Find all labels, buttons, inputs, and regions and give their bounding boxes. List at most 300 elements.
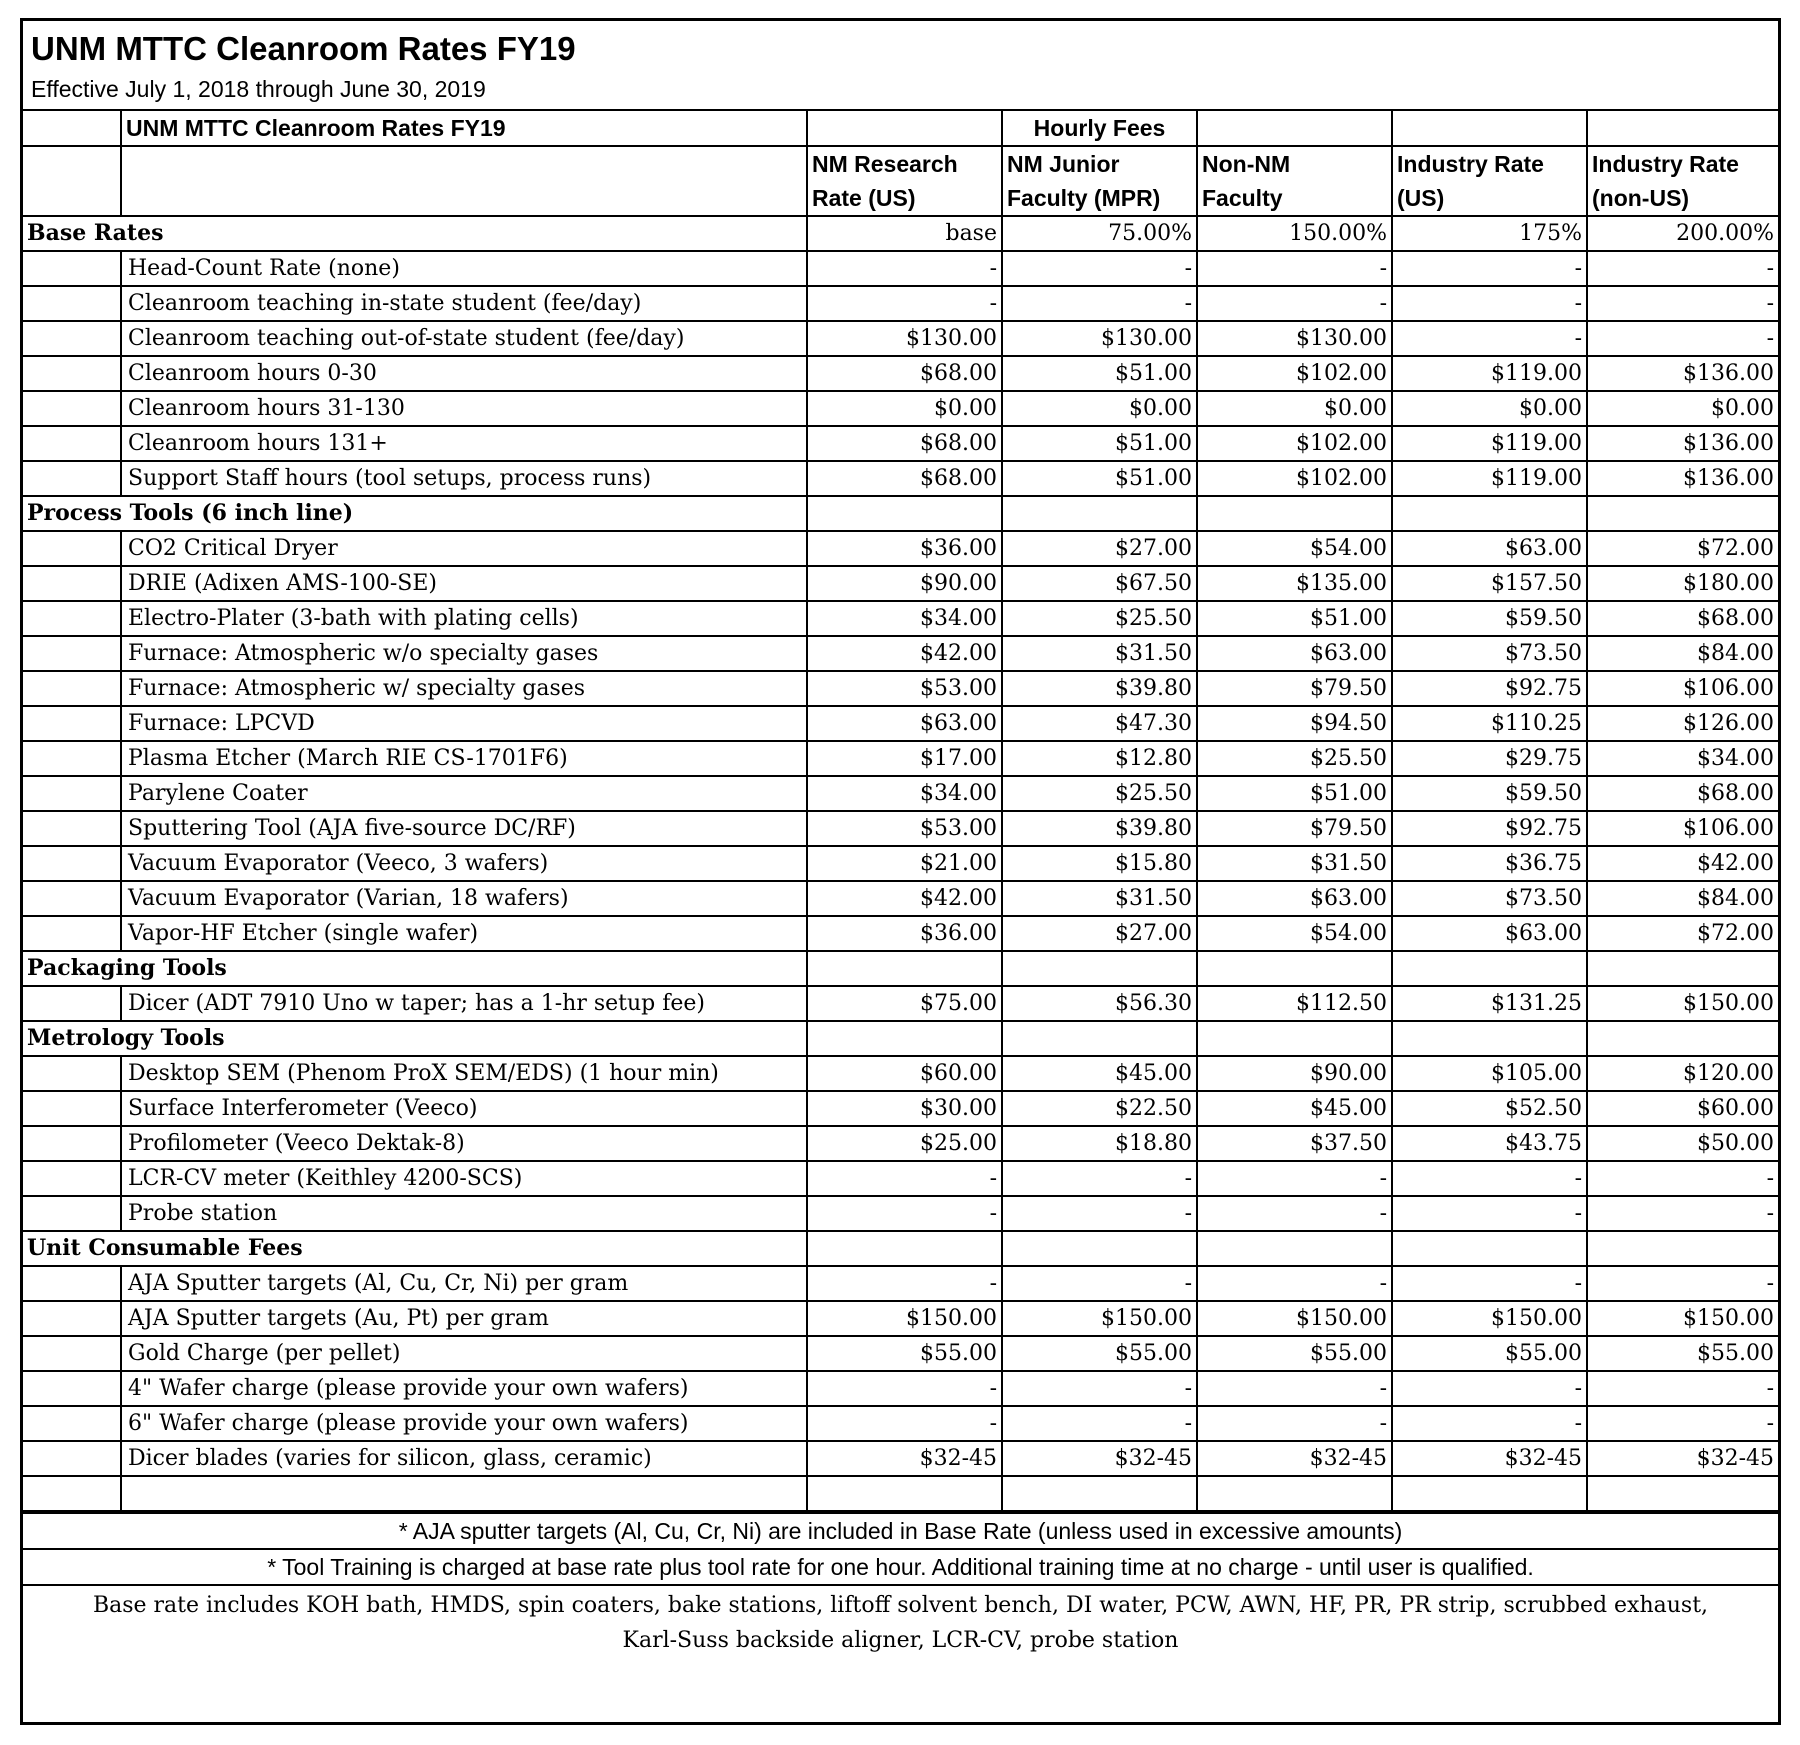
rate-cell: $15.80 [1002, 846, 1197, 881]
item-label: 4" Wafer charge (please provide your own wafers) [121, 1371, 807, 1406]
rate-cell: $150.00 [807, 1301, 1002, 1336]
header-blank-cell [807, 111, 1002, 146]
item-label: Vapor-HF Etcher (single wafer) [121, 916, 807, 951]
indent-cell [23, 1406, 121, 1441]
indent-cell [23, 636, 121, 671]
rate-cell: $130.00 [807, 321, 1002, 356]
section-value-cell: 175% [1392, 216, 1587, 251]
column-header [1392, 146, 1587, 216]
indent-cell [23, 1371, 121, 1406]
item-label: Cleanroom hours 31-130 [121, 391, 807, 426]
indent-cell [23, 741, 121, 776]
item-label: Sputtering Tool (AJA five-source DC/RF) [121, 811, 807, 846]
rate-cell: $34.00 [1587, 741, 1778, 776]
table-row [23, 1301, 1778, 1336]
rate-cell: $68.00 [807, 461, 1002, 496]
rate-cell: - [1587, 1371, 1778, 1406]
rate-cell: $102.00 [1197, 356, 1392, 391]
rate-cell: $51.00 [1002, 461, 1197, 496]
item-label: 6" Wafer charge (please provide your own wafers) [121, 1406, 807, 1441]
column-header [1002, 146, 1197, 216]
rate-cell: $150.00 [1587, 1301, 1778, 1336]
rate-cell: - [1002, 1266, 1197, 1301]
rate-cell: - [1197, 1266, 1392, 1301]
rate-cell: $51.00 [1002, 426, 1197, 461]
footnote: Base rate includes KOH bath, HMDS, spin coaters, bake stations, liftoff solvent bench, DI water, PCW, AWN, HF, PR, PR strip, scrubbed exhaust, Karl-Suss backside aligner, LCR-CV, probe station [23, 1584, 1778, 1658]
item-label: Profilometer (Veeco Dektak-8) [121, 1126, 807, 1161]
item-label: Dicer blades (varies for silicon, glass, ceramic) [121, 1441, 807, 1476]
rate-cell: $68.00 [807, 426, 1002, 461]
section-value-cell [1197, 951, 1392, 986]
rate-cell: $32-45 [1002, 1441, 1197, 1476]
item-label: Cleanroom teaching in-state student (fee/day) [121, 286, 807, 321]
rate-cell: $68.00 [1587, 776, 1778, 811]
table-row [23, 1406, 1778, 1441]
footnote: * AJA sputter targets (Al, Cu, Cr, Ni) are included in Base Rate (unless used in excessive amounts) [23, 1512, 1778, 1548]
rate-cell: $31.50 [1002, 881, 1197, 916]
indent-cell [23, 1161, 121, 1196]
rate-cell: $31.50 [1197, 846, 1392, 881]
indent-cell [23, 1091, 121, 1126]
rate-cell: $25.50 [1002, 601, 1197, 636]
indent-cell [23, 321, 121, 356]
rate-cell: $32-45 [1392, 1441, 1587, 1476]
indent-cell [23, 1441, 121, 1476]
table-row [23, 251, 1778, 286]
item-label: LCR-CV meter (Keithley 4200-SCS) [121, 1161, 807, 1196]
rate-cell: - [1392, 251, 1587, 286]
table-title-cell: UNM MTTC Cleanroom Rates FY19 [121, 111, 807, 146]
rate-cell: $0.00 [1392, 391, 1587, 426]
item-label: Dicer (ADT 7910 Uno w taper; has a 1-hr setup fee) [121, 986, 807, 1021]
indent-cell [23, 531, 121, 566]
section-value-cell [1002, 1021, 1197, 1056]
indent-cell [23, 251, 121, 286]
column-header-line: (US) [1397, 185, 1445, 211]
item-label: Surface Interferometer (Veeco) [121, 1091, 807, 1126]
rate-cell: $47.30 [1002, 706, 1197, 741]
column-header-line: Non-NM [1202, 151, 1291, 177]
header-blank-cell [23, 146, 121, 216]
rate-cell: - [1587, 1406, 1778, 1441]
item-label: Gold Charge (per pellet) [121, 1336, 807, 1371]
rates-body [23, 111, 1778, 1511]
section-value-cell [1197, 1231, 1392, 1266]
rate-cell: $22.50 [1002, 1091, 1197, 1126]
blank-cell [23, 1476, 121, 1511]
rate-cell: $68.00 [1587, 601, 1778, 636]
rate-cell: $67.50 [1002, 566, 1197, 601]
table-row [23, 1161, 1778, 1196]
column-header-line: NM Junior [1007, 151, 1120, 177]
item-label: Support Staff hours (tool setups, process runs) [121, 461, 807, 496]
indent-cell [23, 1336, 121, 1371]
rate-cell: $42.00 [1587, 846, 1778, 881]
rate-cell: - [807, 251, 1002, 286]
rate-cell: - [1002, 1371, 1197, 1406]
rate-cell: - [1392, 1161, 1587, 1196]
header-row-1 [23, 111, 1778, 146]
rate-cell: $21.00 [807, 846, 1002, 881]
rate-cell: $55.00 [1197, 1336, 1392, 1371]
rate-cell: - [1002, 1196, 1197, 1231]
rate-cell: $68.00 [807, 356, 1002, 391]
column-header-line: Industry Rate [1592, 151, 1739, 177]
rate-cell: $119.00 [1392, 426, 1587, 461]
rate-cell: $51.00 [1197, 601, 1392, 636]
rate-cell: $136.00 [1587, 461, 1778, 496]
rate-cell: $90.00 [807, 566, 1002, 601]
rate-cell: $102.00 [1197, 461, 1392, 496]
rate-cell: $25.50 [1002, 776, 1197, 811]
section-label: Packaging Tools [23, 951, 807, 986]
header-blank-cell [121, 146, 807, 216]
item-label: AJA Sputter targets (Au, Pt) per gram [121, 1301, 807, 1336]
column-header [1197, 146, 1392, 216]
rate-cell: $84.00 [1587, 881, 1778, 916]
item-label: Plasma Etcher (March RIE CS-1701F6) [121, 741, 807, 776]
rate-cell: - [807, 1406, 1002, 1441]
section-value-cell [1002, 1231, 1197, 1266]
item-label: Parylene Coater [121, 776, 807, 811]
item-label: Furnace: LPCVD [121, 706, 807, 741]
rate-cell: $50.00 [1587, 1126, 1778, 1161]
rate-cell: $51.00 [1197, 776, 1392, 811]
rate-cell: $63.00 [1392, 916, 1587, 951]
rate-cell: $55.00 [1392, 1336, 1587, 1371]
rate-cell: $110.25 [1392, 706, 1587, 741]
rate-cell: $150.00 [1197, 1301, 1392, 1336]
table-row [23, 636, 1778, 671]
rate-cell: $59.50 [1392, 601, 1587, 636]
rate-cell: $150.00 [1002, 1301, 1197, 1336]
indent-cell [23, 846, 121, 881]
rate-cell: - [1392, 286, 1587, 321]
section-row [23, 216, 1778, 251]
item-label: Cleanroom teaching out-of-state student (fee/day) [121, 321, 807, 356]
rate-cell: $63.00 [1392, 531, 1587, 566]
rate-cell: - [1002, 1161, 1197, 1196]
header-blank-cell [1587, 111, 1778, 146]
section-value-cell: 200.00% [1587, 216, 1778, 251]
blank-row [23, 1476, 1778, 1511]
table-row [23, 531, 1778, 566]
section-value-cell [1587, 951, 1778, 986]
item-label: Vacuum Evaporator (Veeco, 3 wafers) [121, 846, 807, 881]
rate-cell: $92.75 [1392, 671, 1587, 706]
rate-cell: - [1002, 1406, 1197, 1441]
rate-cell: - [1587, 1196, 1778, 1231]
rate-cell: - [1587, 1266, 1778, 1301]
indent-cell [23, 1301, 121, 1336]
table-row [23, 566, 1778, 601]
rate-cell: - [1587, 321, 1778, 356]
rate-cell: $73.50 [1392, 881, 1587, 916]
rate-cell: $130.00 [1197, 321, 1392, 356]
rate-cell: $120.00 [1587, 1056, 1778, 1091]
rate-cell: - [807, 1161, 1002, 1196]
blank-cell [1197, 1476, 1392, 1511]
section-value-cell [1002, 496, 1197, 531]
rate-cell: $54.00 [1197, 916, 1392, 951]
column-header-line: NM Research [812, 151, 958, 177]
table-row [23, 846, 1778, 881]
section-value-cell [807, 1021, 1002, 1056]
rate-cell: $106.00 [1587, 811, 1778, 846]
section-label: Metrology Tools [23, 1021, 807, 1056]
section-row [23, 496, 1778, 531]
column-header-line: Faculty (MPR) [1007, 185, 1161, 211]
rate-cell: $135.00 [1197, 566, 1392, 601]
section-value-cell: 150.00% [1197, 216, 1392, 251]
section-value-cell [807, 496, 1002, 531]
rate-cell: $79.50 [1197, 811, 1392, 846]
section-value-cell [1587, 1231, 1778, 1266]
indent-cell [23, 391, 121, 426]
rate-cell: $63.00 [807, 706, 1002, 741]
item-label: CO2 Critical Dryer [121, 531, 807, 566]
rate-cell: - [1392, 1266, 1587, 1301]
header-row-2 [23, 146, 1778, 216]
table-row [23, 391, 1778, 426]
header-blank-cell [23, 111, 121, 146]
rate-cell: $73.50 [1392, 636, 1587, 671]
rate-cell: $136.00 [1587, 426, 1778, 461]
indent-cell [23, 776, 121, 811]
rate-cell: $119.00 [1392, 356, 1587, 391]
rate-cell: $130.00 [1002, 321, 1197, 356]
item-label: DRIE (Adixen AMS-100-SE) [121, 566, 807, 601]
column-header-line: Industry Rate [1397, 151, 1544, 177]
rate-cell: $52.50 [1392, 1091, 1587, 1126]
table-row [23, 916, 1778, 951]
blank-cell [1587, 1476, 1778, 1511]
rate-cell: $42.00 [807, 881, 1002, 916]
column-header [1587, 146, 1778, 216]
indent-cell [23, 916, 121, 951]
blank-cell [1002, 1476, 1197, 1511]
rate-cell: $105.00 [1392, 1056, 1587, 1091]
rate-cell: - [1197, 1371, 1392, 1406]
rate-cell: $30.00 [807, 1091, 1002, 1126]
indent-cell [23, 1056, 121, 1091]
table-row [23, 1056, 1778, 1091]
table-row [23, 811, 1778, 846]
rate-cell: $53.00 [807, 811, 1002, 846]
item-label: Desktop SEM (Phenom ProX SEM/EDS) (1 hour min) [121, 1056, 807, 1091]
rate-cell: - [1392, 321, 1587, 356]
rate-cell: - [1197, 1196, 1392, 1231]
blank-cell [121, 1476, 807, 1511]
group-label-cell: Hourly Fees [1002, 111, 1197, 146]
table-row [23, 426, 1778, 461]
rate-cell: $56.30 [1002, 986, 1197, 1021]
item-label: Vacuum Evaporator (Varian, 18 wafers) [121, 881, 807, 916]
section-value-cell [1392, 496, 1587, 531]
rate-cell: - [1002, 286, 1197, 321]
footnotes [23, 1512, 1778, 1658]
rate-cell: - [1197, 286, 1392, 321]
item-label: Probe station [121, 1196, 807, 1231]
table-row [23, 356, 1778, 391]
rate-cell: $18.80 [1002, 1126, 1197, 1161]
table-row [23, 671, 1778, 706]
rate-cell: $136.00 [1587, 356, 1778, 391]
rate-cell: $0.00 [1002, 391, 1197, 426]
rate-cell: - [1392, 1371, 1587, 1406]
rate-cell: $55.00 [1587, 1336, 1778, 1371]
rate-cell: $180.00 [1587, 566, 1778, 601]
rate-cell: - [1587, 251, 1778, 286]
table-row [23, 321, 1778, 356]
rate-cell: $34.00 [807, 776, 1002, 811]
table-row [23, 986, 1778, 1021]
rate-cell: - [1587, 1161, 1778, 1196]
rate-cell: $54.00 [1197, 531, 1392, 566]
rate-cell: $31.50 [1002, 636, 1197, 671]
header-blank-cell [1197, 111, 1392, 146]
rate-cell: $150.00 [1587, 986, 1778, 1021]
sheet-subtitle: Effective July 1, 2018 through June 30, 2019 [23, 71, 1778, 111]
section-row [23, 1021, 1778, 1056]
table-row [23, 776, 1778, 811]
indent-cell [23, 356, 121, 391]
section-value-cell [807, 951, 1002, 986]
rate-cell: $12.80 [1002, 741, 1197, 776]
section-value-cell [1587, 496, 1778, 531]
rate-cell: $112.50 [1197, 986, 1392, 1021]
rate-cell: $25.50 [1197, 741, 1392, 776]
blank-cell [807, 1476, 1002, 1511]
sheet-title: UNM MTTC Cleanroom Rates FY19 [31, 30, 576, 67]
table-row [23, 1266, 1778, 1301]
rate-cell: - [1392, 1406, 1587, 1441]
rate-cell: - [1197, 1161, 1392, 1196]
item-label: Electro-Plater (3-bath with plating cells) [121, 601, 807, 636]
table-row [23, 1336, 1778, 1371]
rate-cell: $0.00 [807, 391, 1002, 426]
indent-cell [23, 671, 121, 706]
rate-cell: - [1197, 251, 1392, 286]
rate-cell: - [807, 1266, 1002, 1301]
rate-cell: $0.00 [1587, 391, 1778, 426]
section-value-cell [1392, 951, 1587, 986]
rate-cell: $34.00 [807, 601, 1002, 636]
rate-cell: $79.50 [1197, 671, 1392, 706]
rate-cell: - [1587, 286, 1778, 321]
rate-cell: $29.75 [1392, 741, 1587, 776]
rate-sheet [20, 18, 1781, 1725]
rate-cell: $27.00 [1002, 531, 1197, 566]
rate-cell: $32-45 [807, 1441, 1002, 1476]
indent-cell [23, 566, 121, 601]
rate-cell: $157.50 [1392, 566, 1587, 601]
section-label: Unit Consumable Fees [23, 1231, 807, 1266]
indent-cell [23, 1196, 121, 1231]
table-row [23, 741, 1778, 776]
rate-cell: $39.80 [1002, 671, 1197, 706]
rates-table [23, 111, 1778, 1512]
rate-cell: $72.00 [1587, 916, 1778, 951]
rate-cell: $32-45 [1587, 1441, 1778, 1476]
table-row [23, 1126, 1778, 1161]
footnote: * Tool Training is charged at base rate plus tool rate for one hour. Additional training time at no charge - until user is qualified. [23, 1548, 1778, 1584]
rate-cell: $126.00 [1587, 706, 1778, 741]
table-row [23, 1091, 1778, 1126]
table-row [23, 461, 1778, 496]
rate-cell: $27.00 [1002, 916, 1197, 951]
section-value-cell [1197, 496, 1392, 531]
rate-cell: $45.00 [1002, 1056, 1197, 1091]
rate-cell: $39.80 [1002, 811, 1197, 846]
table-row [23, 706, 1778, 741]
rate-cell: $45.00 [1197, 1091, 1392, 1126]
table-row [23, 1441, 1778, 1476]
rate-cell: $17.00 [807, 741, 1002, 776]
section-row [23, 951, 1778, 986]
item-label: AJA Sputter targets (Al, Cu, Cr, Ni) per gram [121, 1266, 807, 1301]
rate-cell: $75.00 [807, 986, 1002, 1021]
rate-cell: $102.00 [1197, 426, 1392, 461]
section-label: Process Tools (6 inch line) [23, 496, 807, 531]
table-row [23, 881, 1778, 916]
rate-cell: $51.00 [1002, 356, 1197, 391]
rate-cell: $60.00 [1587, 1091, 1778, 1126]
column-header-line: Rate (US) [812, 185, 916, 211]
item-label: Furnace: Atmospheric w/o specialty gases [121, 636, 807, 671]
section-label: Base Rates [23, 216, 807, 251]
table-row [23, 1371, 1778, 1406]
item-label: Cleanroom hours 131+ [121, 426, 807, 461]
section-value-cell [1587, 1021, 1778, 1056]
indent-cell [23, 426, 121, 461]
section-value-cell: 75.00% [1002, 216, 1197, 251]
rate-cell: $37.50 [1197, 1126, 1392, 1161]
column-header-line: (non-US) [1592, 185, 1690, 211]
section-value-cell [807, 1231, 1002, 1266]
rate-cell: $36.00 [807, 531, 1002, 566]
column-header-line: Faculty [1202, 185, 1283, 211]
rate-cell: - [807, 286, 1002, 321]
rate-cell: $55.00 [807, 1336, 1002, 1371]
rate-cell: $84.00 [1587, 636, 1778, 671]
rate-cell: $36.75 [1392, 846, 1587, 881]
section-value-cell: base [807, 216, 1002, 251]
indent-cell [23, 881, 121, 916]
rate-cell: $63.00 [1197, 881, 1392, 916]
rate-cell: $53.00 [807, 671, 1002, 706]
section-value-cell [1392, 1231, 1587, 1266]
rate-cell: $0.00 [1197, 391, 1392, 426]
rate-cell: $63.00 [1197, 636, 1392, 671]
indent-cell [23, 1126, 121, 1161]
rate-cell: $90.00 [1197, 1056, 1392, 1091]
rate-cell: $42.00 [807, 636, 1002, 671]
item-label: Head-Count Rate (none) [121, 251, 807, 286]
rate-cell: $106.00 [1587, 671, 1778, 706]
table-row [23, 286, 1778, 321]
rate-cell: - [807, 1371, 1002, 1406]
rate-cell: $59.50 [1392, 776, 1587, 811]
rate-cell: $94.50 [1197, 706, 1392, 741]
section-value-cell [1392, 1021, 1587, 1056]
section-value-cell [1002, 951, 1197, 986]
column-header [807, 146, 1002, 216]
table-row [23, 601, 1778, 636]
indent-cell [23, 986, 121, 1021]
rate-cell: $92.75 [1392, 811, 1587, 846]
rate-cell: - [1392, 1196, 1587, 1231]
